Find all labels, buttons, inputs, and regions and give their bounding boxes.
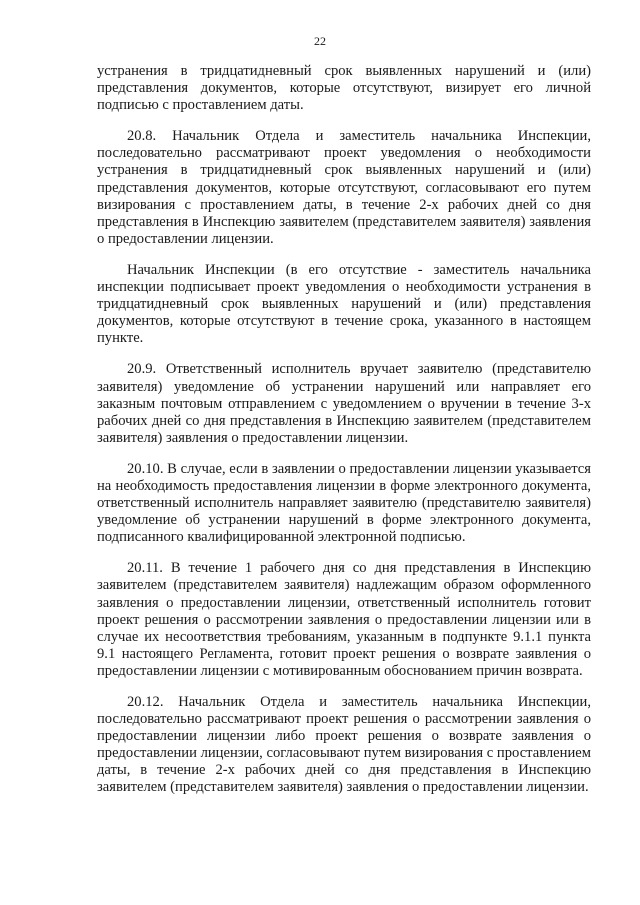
page-number: 22: [314, 34, 326, 48]
paragraph-20-12: 20.12. Начальник Отдела и заместитель начальника Инспекции, последовательно рассматривают проект решения о рассмотрении заявления о предоставлении лицензии либо проект решения о возврате заявления о предоставлении лицензии, согласовывают путем визирования с проставлением даты, в течение 2-х рабочих дней со дня представления в Инспекцию заявителем (представителем заявителя) заявления о предоставлении лицензии.: [97, 694, 591, 796]
paragraph-20-8: 20.8. Начальник Отдела и заместитель начальника Инспекции, последовательно рассматривают проект уведомления о необходимости устранения в тридцатидневный срок выявленных нарушений и (или) представления документов, которые отсутствуют, согласовывают его путем визирования с проставлением даты, в течение 2-х рабочих дней со дня представления в Инспекцию заявителем (представителем заявителя) заявления о предоставлении лицензии.: [97, 128, 591, 247]
document-body: [97, 63, 591, 811]
paragraph-20-11: 20.11. В течение 1 рабочего дня со дня представления в Инспекцию заявителем (представителем заявителя) надлежащим образом оформленного заявления о предоставлении лицензии, ответственный исполнитель готовит проект решения о рассмотрении заявления о предоставлении лицензии или в случае их несоответствия требованиям, указанным в подпункте 9.1.1 пункта 9.1 настоящего Регламента, готовит проект решения о возврате заявления о предоставлении лицензии с мотивированным обоснованием причин возврата.: [97, 560, 591, 679]
paragraph-20-8-head-signature: Начальник Инспекции (в его отсутствие - заместитель начальника инспекции подписывает проект уведомления о необходимости устранения в тридцатидневный срок выявленных нарушений и (или) представления документов, которые отсутствуют в течение срока, указанного в настоящем пункте.: [97, 261, 591, 347]
paragraph-continuation: устранения в тридцатидневный срок выявленных нарушений и (или) представления документов, которые отсутствуют, визирует его личной подписью с проставлением даты.: [97, 63, 591, 114]
paragraph-20-10: 20.10. В случае, если в заявлении о предоставлении лицензии указывается на необходимость предоставления лицензии в форме электронного документа, ответственный исполнитель направляет заявителю (представителю заявителя) уведомление об устранении нарушений в форме электронного документа, подписанного квалифицированной электронной подписью.: [97, 460, 591, 546]
paragraph-20-9: 20.9. Ответственный исполнитель вручает заявителю (представителю заявителя) уведомление об устранении нарушений или направляет его заказным почтовым отправлением с уведомлением о вручении в течение 3-х рабочих дней со дня представления в Инспекцию заявителем (представителем заявителя) заявления о предоставлении лицензии.: [97, 361, 591, 446]
